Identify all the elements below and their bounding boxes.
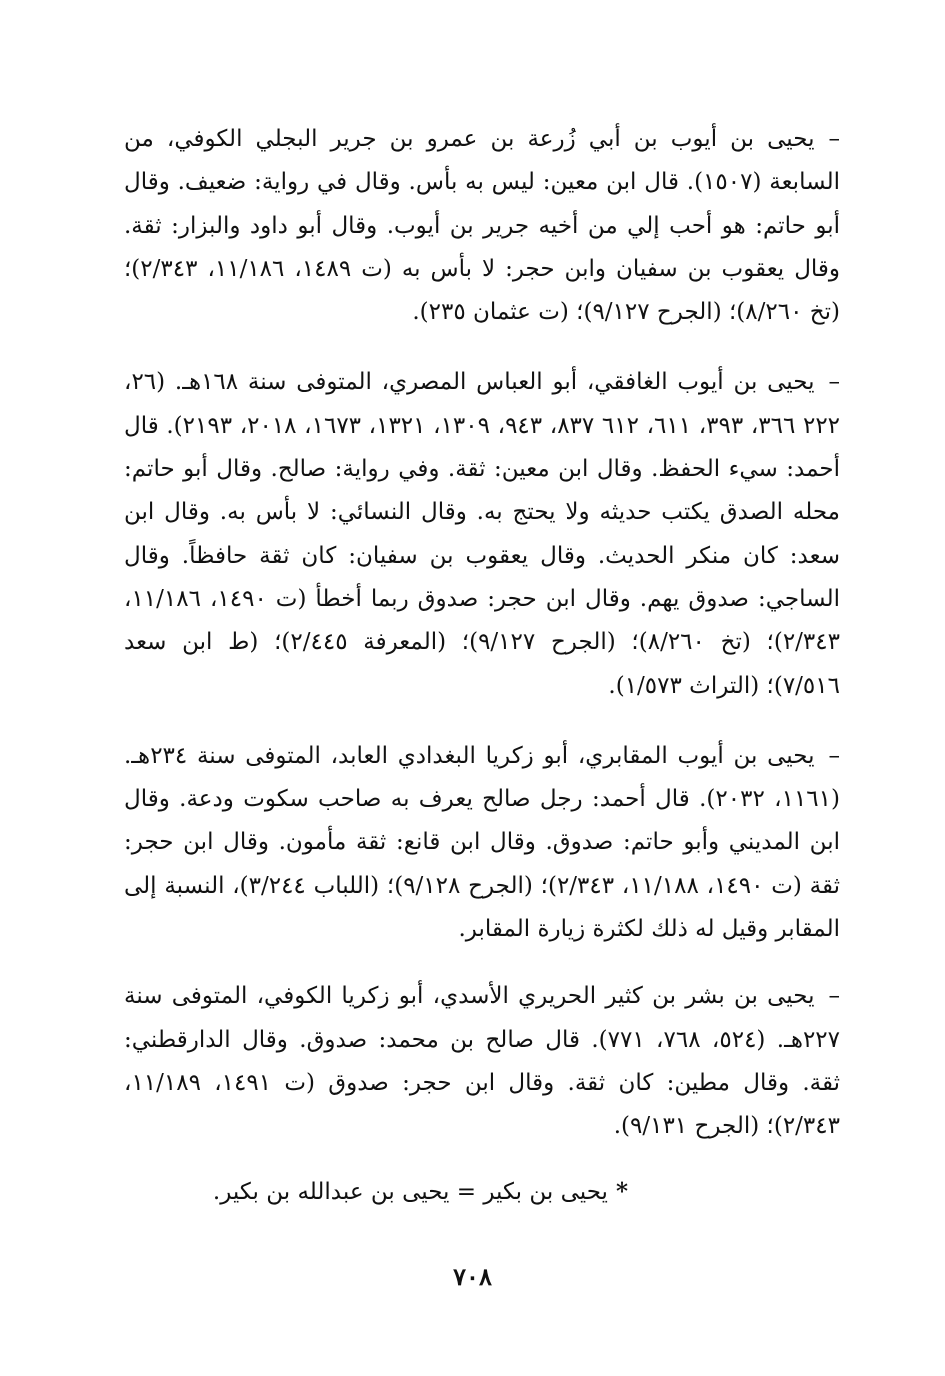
entry-yahya-ibn-ayyub-ibn-abi-zura [124,118,840,334]
entry-dash: – [828,126,840,152]
cross-reference [124,1172,840,1212]
page-number: ٧٠٨ [453,1262,492,1291]
entry-dash: – [828,983,840,1010]
entry-dash: – [828,742,840,769]
page-body [124,118,840,1235]
entry-dash: – [828,369,840,396]
entry-text: يحيى بن أيوب الغافقي، أبو العباس المصري، المتوفى سنة ١٦٨هـ. (٢٦، ٢٢٢ ٣٦٦، ٣٩٣، ٦١١، ٦١٢ ٨٣٧، ٩٤٣، ١٣٠٩، ١٣٢١، ١٦٧٣، ٢٠١٨، ٢١٩٣). قال أحمد: سيء الحفظ. وقال ابن معين: ثقة. وفي رواية: صالح. وقال أبو حاتم: محله الصدق يكتب حديثه ولا يحتج به. وقال النسائي: لا بأس به. وقال ابن سعد: كان منكر الحديث. وقال يعقوب بن سفيان: كان ثقة حافظاً. وقال الساجي: صدوق يهم. وقال ابن حجر: صدوق ربما أخطأ (ت ١٤٩٠، ١١/١٨٦، ٢/٣٤٣)؛ (تخ ٨/٢٦٠)؛ (الجرح ٩/١٢٧)؛ (المعرفة ٢/٤٤٥)؛ (ط ابن سعد ٧/٥١٦)؛ (التراث ١/٥٧٣). [124,369,841,699]
entry-yahya-ibn-bishr [124,975,840,1148]
entry-text: يحيى بن بشر بن كثير الحريري الأسدي، أبو زكريا الكوفي، المتوفى سنة ٢٢٧هـ. (٥٢٤، ٧٦٨، ٧٧١). قال صالح بن محمد: صدوق. وقال الدارقطني: ثقة. وقال مطين: كان ثقة. وقال ابن حجر: صدوق (ت ١٤٩١، ١١/١٨٩، ٢/٣٤٣)؛ (الجرح ٩/١٣١). [124,983,841,1140]
entry-text: يحيى بن أيوب بن أبي زُرعة بن عمرو بن جرير البجلي الكوفي، من السابعة (١٥٠٧). قال ابن معين: ليس به بأس. وقال في رواية: ضعيف. وقال أبو حاتم: هو أحب إلي من أخيه جرير بن أيوب. وقال أبو داود والبزار: ثقة. وقال يعقوب بن سفيان وابن حجر: لا بأس به (ت ١٤٨٩، ١١/١٨٦، ٢/٣٤٣)؛ (تخ ٨/٢٦٠)؛ (الجرح ٩/١٢٧)؛ (ت عثمان ٢٣٥). [124,126,841,326]
entry-text: يحيى بن أيوب المقابري، أبو زكريا البغدادي العابد، المتوفى سنة ٢٣٤هـ. (١١٦١، ٢٠٣٢). قال أحمد: رجل صالح يعرف به صاحب سكوت ودعة. وقال ابن المديني وأبو حاتم: صدوق. وقال ابن قانع: ثقة مأمون. وقال ابن حجر: ثقة (ت ١٤٩٠، ١١/١٨٨، ٢/٣٤٣)؛ (الجرح ٩/١٢٨)؛ (اللباب ٣/٢٤٤)، النسبة إلى المقابر وقيل له ذلك لكثرة زيارة المقابر. [124,742,841,943]
entry-yahya-ibn-ayyub-al-maqabiri [124,735,840,951]
cross-reference-text: يحيى بن بكير = يحيى بن عبدالله بن بكير. [212,1178,608,1205]
star-marker: * [615,1177,628,1205]
entry-yahya-ibn-ayyub-al-ghafiqi [124,361,840,707]
